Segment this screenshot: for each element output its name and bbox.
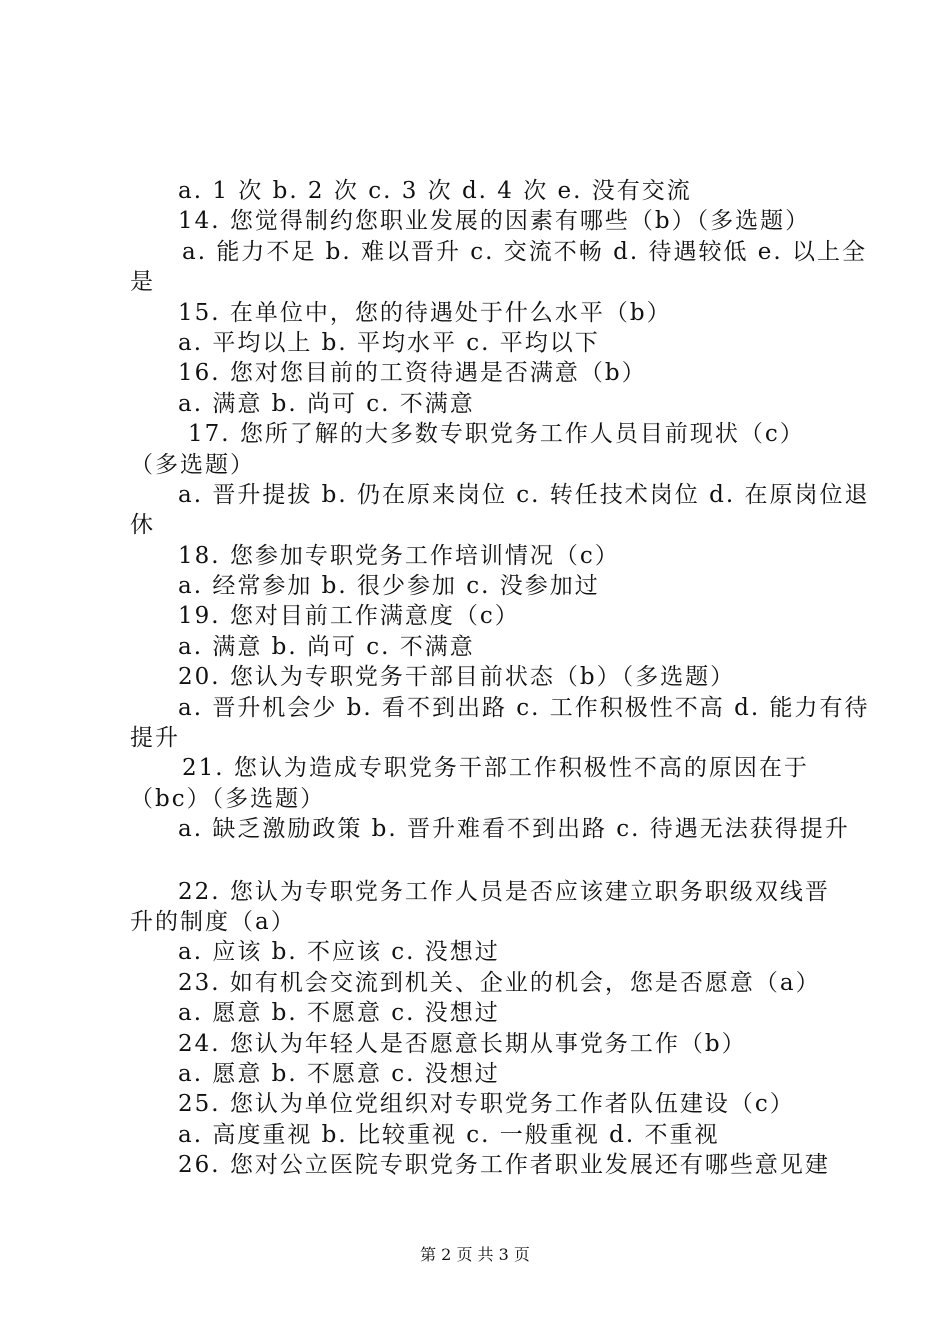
question-14: 14. 您觉得制约您职业发展的因素有哪些（b）（多选题） [178,208,811,235]
answer-options-q15: a. 平均以上 b. 平均水平 c. 平均以下 [178,329,600,356]
answer-options-q20: a. 晋升机会少 b. 看不到出路 c. 工作积极性不高 d. 能力有待 [178,694,870,721]
answer-options-q14-cont: 是 [130,269,155,296]
question-21: 21. 您认为造成专职党务干部工作积极性不高的原因在于 [182,755,809,782]
question-20: 20. 您认为专职党务干部目前状态（b）（多选题） [178,664,736,691]
answer-options-q22: a. 应该 b. 不应该 c. 没想过 [178,939,500,966]
answer-options-q20-cont: 提升 [130,725,180,752]
question-17-cont: （多选题） [130,451,255,478]
answer-options-q24: a. 愿意 b. 不愿意 c. 没想过 [178,1060,500,1087]
answer-options-q19: a. 满意 b. 尚可 c. 不满意 [178,633,475,660]
question-18: 18. 您参加专职党务工作培训情况（c） [178,542,620,569]
answer-options-q23: a. 愿意 b. 不愿意 c. 没想过 [178,1000,500,1027]
question-16: 16. 您对您目前的工资待遇是否满意（b） [178,360,647,387]
answer-options-q17-cont: 休 [130,512,155,539]
answer-options-q17: a. 晋升提拔 b. 仍在原来岗位 c. 转任技术岗位 d. 在原岗位退 [178,481,870,508]
answer-options-q13: a. 1 次 b. 2 次 c. 3 次 d. 4 次 e. 没有交流 [178,178,692,204]
document-body [130,176,870,1181]
question-21-cont: （bc）（多选题） [130,785,326,812]
question-23: 23. 如有机会交流到机关、企业的机会，您是否愿意（a） [178,969,821,996]
question-19: 19. 您对目前工作满意度（c） [178,603,520,630]
paragraph-gap [130,845,830,877]
question-25: 25. 您认为单位党组织对专职党务工作者队伍建设（c） [178,1091,795,1118]
answer-options-q18: a. 经常参加 b. 很少参加 c. 没参加过 [178,573,600,600]
question-17: 17. 您所了解的大多数专职党务工作人员目前现状（c） [188,421,805,448]
question-26: 26. 您对公立医院专职党务工作者职业发展还有哪些意见建 [178,1152,830,1179]
question-22-cont: 升的制度（a） [130,908,296,935]
page-footer: 第 2 页 共 3 页 [420,1245,530,1264]
answer-options-q16: a. 满意 b. 尚可 c. 不满意 [178,390,475,417]
question-15: 15. 在单位中，您的待遇处于什么水平（b） [178,299,672,326]
question-22: 22. 您认为专职党务工作人员是否应该建立职务职级双线晋 [178,878,830,905]
answer-options-q21: a. 缺乏激励政策 b. 晋升难看不到出路 c. 待遇无法获得提升 [178,816,850,843]
answer-options-q14: a. 能力不足 b. 难以晋升 c. 交流不畅 d. 待遇较低 e. 以上全 [182,238,868,265]
question-24: 24. 您认为年轻人是否愿意长期从事党务工作（b） [178,1030,747,1057]
answer-options-q25: a. 高度重视 b. 比较重视 c. 一般重视 d. 不重视 [178,1121,720,1148]
